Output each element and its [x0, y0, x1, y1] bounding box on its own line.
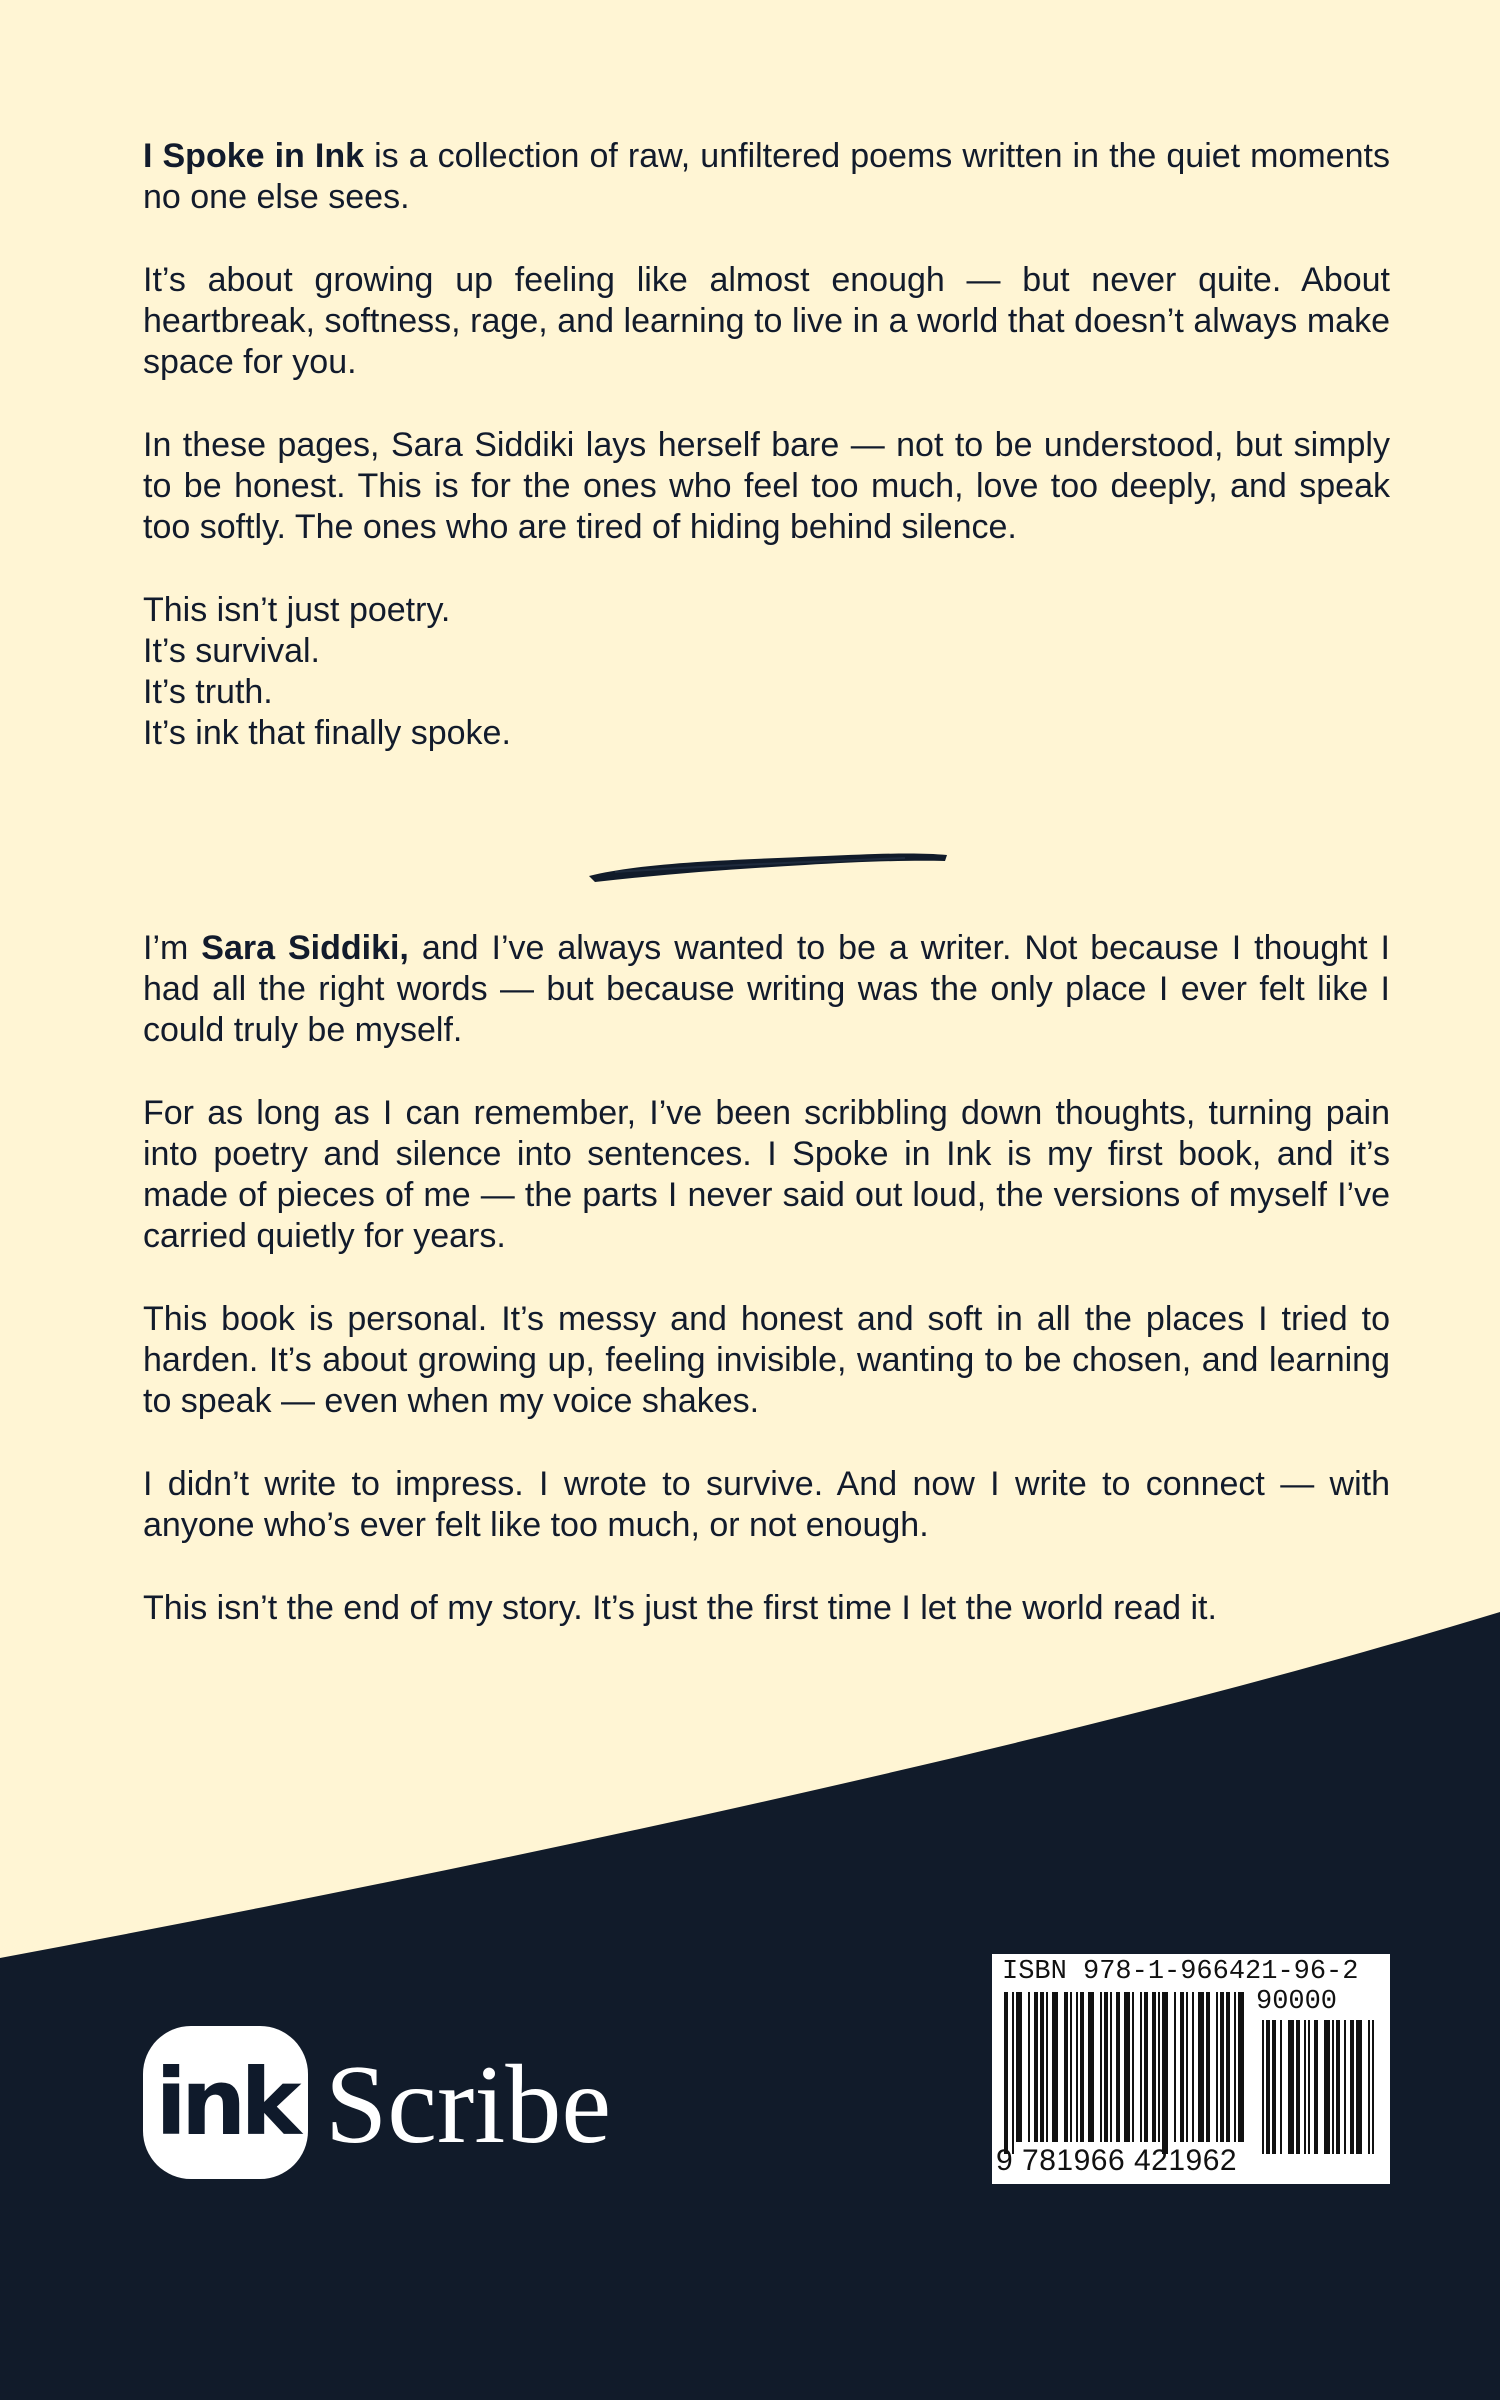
blurb-line-2: It’s survival.	[143, 632, 320, 670]
barcode-bar	[1076, 1992, 1078, 2142]
logo-wordmark: Scribe	[325, 2043, 612, 2167]
barcode-addon-bar	[1308, 2020, 1310, 2154]
barcode-addon-bar	[1262, 2020, 1264, 2154]
barcode-addon-bar	[1280, 2020, 1282, 2154]
barcode-bar	[1116, 1992, 1120, 2142]
bio-paragraph-1-text: and I’ve always wanted to be a writer. Not because I thought I had all the right words — but because writing was the only place I ever felt like I could truly be myself.	[143, 929, 1390, 1049]
blurb-paragraph-1	[143, 136, 1390, 218]
isbn-barcode	[992, 1954, 1390, 2184]
bio-paragraph-3: This book is personal. It’s messy and honest and soft in all the places I tried to harden. It’s about growing up, feeling invisible, wanting to be chosen, and learning to speak — even when my voice shakes.	[143, 1300, 1390, 1420]
barcode-addon-bar	[1266, 2020, 1270, 2154]
barcode-bar	[1216, 1992, 1218, 2142]
barcode-bar	[1034, 1992, 1038, 2142]
barcode-addon-bar	[1272, 2020, 1276, 2154]
barcode-bar	[1016, 1992, 1022, 2142]
barcode-addon-bar	[1344, 2020, 1346, 2154]
blurb-paragraph-1-text: is a collection of raw, unfiltered poems written in the quiet moments no one else sees.	[143, 137, 1390, 216]
barcode-bar	[1104, 1992, 1108, 2142]
book-title-inline: I Spoke in Ink	[143, 137, 365, 175]
barcode-bar	[1234, 1992, 1236, 2142]
bio-paragraph-2: For as long as I can remember, I’ve been scribbling down thoughts, turning pain into poetry and silence into sentences. I Spoke in Ink is my first book, and it’s made of pieces of me — the parts I never said out loud, the versions of myself I’ve carried quietly for years.	[143, 1094, 1390, 1255]
barcode-bar	[1052, 1992, 1058, 2142]
barcode-digits: 9 781966 421962	[996, 2144, 1238, 2177]
barcode-addon-bar	[1332, 2020, 1334, 2154]
barcode-bar	[1174, 1992, 1176, 2142]
barcode-bar	[1152, 1992, 1156, 2142]
barcode-bar	[1070, 1992, 1072, 2142]
barcode-bar	[1040, 1992, 1044, 2142]
barcode-bar	[1162, 1992, 1168, 2154]
barcode-addon-bar	[1314, 2020, 1318, 2154]
barcode-bar	[1158, 1992, 1160, 2142]
barcode-addon-bar	[1372, 2020, 1374, 2154]
barcode-bar	[1124, 1992, 1130, 2142]
bio-intro-text: I’m	[143, 929, 202, 967]
barcode-addon-bar	[1304, 2020, 1306, 2154]
barcode-bar	[1192, 1992, 1194, 2142]
barcode-bar	[1100, 1992, 1102, 2142]
blurb-paragraph-2: It’s about growing up feeling like almost enough — but never quite. About heartbreak, softness, rage, and learning to live in a world that doesn’t always make space for you.	[143, 261, 1390, 381]
author-bio	[143, 928, 1390, 1671]
barcode-addon-bar	[1296, 2020, 1300, 2154]
blurb-line-1: This isn’t just poetry.	[143, 591, 451, 629]
author-name: Sara Siddiki,	[201, 929, 409, 967]
barcode-bar	[1110, 1992, 1112, 2142]
blurb-closing-lines	[143, 590, 1390, 754]
barcode-bar	[1028, 1992, 1030, 2142]
blurb-line-3: It’s truth.	[143, 673, 273, 711]
barcode-bar	[1046, 1992, 1048, 2142]
book-blurb	[143, 136, 1390, 754]
barcode-bar	[1226, 1992, 1230, 2142]
barcode-bar	[1140, 1992, 1142, 2142]
logo-badge-text: ink	[155, 2048, 296, 2156]
barcode-bar	[1012, 1992, 1014, 2154]
barcode-addon-bar	[1350, 2020, 1354, 2154]
barcode-bar	[1144, 1992, 1148, 2142]
barcode-bar	[1180, 1992, 1184, 2142]
barcode-bar	[1080, 1992, 1084, 2142]
ink-logo-icon	[143, 2026, 308, 2179]
barcode-addon-bar	[1356, 2020, 1362, 2154]
bio-paragraph-1	[143, 928, 1390, 1051]
price-code: 90000	[1256, 1987, 1338, 2017]
barcode-bar	[1186, 1992, 1188, 2142]
barcode-bar	[1088, 1992, 1094, 2142]
bio-paragraph-5: This isn’t the end of my story. It’s just the first time I let the world read it.	[143, 1589, 1217, 1627]
publisher-logo	[143, 2026, 643, 2181]
barcode-addon-bar	[1288, 2020, 1294, 2154]
barcode-addon-bar	[1368, 2020, 1370, 2154]
barcode-addon-bar	[1336, 2020, 1340, 2154]
bio-paragraph-4: I didn’t write to impress. I wrote to survive. And now I write to connect — with anyone who’s ever felt like too much, or not enough.	[143, 1465, 1390, 1544]
blurb-line-4: It’s ink that finally spoke.	[143, 714, 511, 752]
barcode-bar	[1198, 1992, 1204, 2142]
blurb-paragraph-3: In these pages, Sara Siddiki lays herself bare — not to be understood, but simply to be honest. This is for the ones who feel too much, love too deeply, and speak too softly. The ones who are tired of hiding behind silence.	[143, 426, 1390, 546]
barcode-bar	[1064, 1992, 1068, 2142]
barcode-bar	[1132, 1992, 1134, 2142]
brush-stroke-divider	[585, 842, 950, 884]
barcode-bar	[1238, 1992, 1244, 2142]
barcode-addon-bar	[1324, 2020, 1330, 2154]
barcode-bar	[1220, 1992, 1224, 2142]
barcode-bar	[1206, 1992, 1210, 2142]
barcode-bar	[1004, 1992, 1008, 2154]
isbn-number: ISBN 978-1-966421-96-2	[1002, 1957, 1359, 1987]
